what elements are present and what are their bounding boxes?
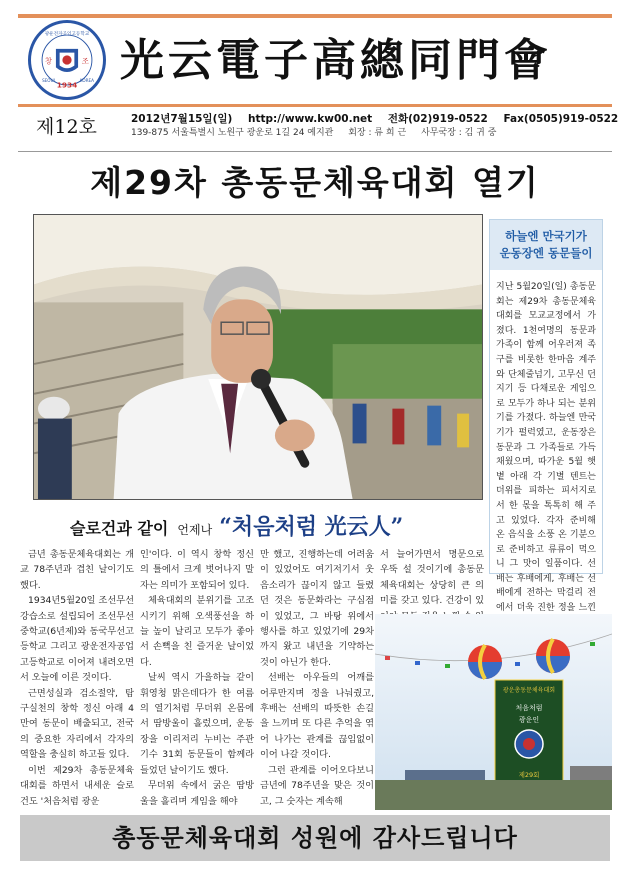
banner-top: 광운총동문체육대회 [502, 687, 556, 694]
speaker-photo [33, 214, 483, 500]
address: 139-875 서울특별시 노원구 광운로 1길 24 예지관 [131, 128, 334, 138]
slogan-part-3: “처음처럼 光云人” [219, 514, 404, 540]
president: 회장 : 류 희 근 [348, 128, 407, 138]
balloon-photo [375, 614, 612, 810]
banner-bottom: 제29회 [518, 771, 540, 779]
paragraph: 무더위 속에서 굵은 땀방울을 흘리며 게임을 해야 [140, 780, 254, 807]
issue-info-line-2 [131, 125, 508, 138]
main-headline: 제29차 총동문체육대회 열기 [90, 163, 540, 202]
seal-right-char: 조 [81, 56, 89, 66]
article-column-3 [260, 547, 374, 809]
seal-top-text: 광운전자공업고등학교 [44, 32, 90, 38]
seal-left-char: 창 [44, 56, 52, 66]
secretary: 사무국장 : 김 귀 중 [421, 128, 497, 138]
sidebar-article [489, 219, 603, 614]
paragraph: 인'이다. 이 역시 창학 정신의 틀에서 크게 벗어나지 말자는 의미가 포함되어 있다. [140, 549, 254, 591]
masthead-rule [18, 104, 612, 107]
paragraph: 근면성실과 검소절약, 탐구실천의 창학 정신 아래 4만여 동문이 배출되고, 전국의 중요한 자리에서 각자의 역할을 충실히 하고들 있다. [20, 687, 134, 761]
phone-number: 전화(02)919-0522 [387, 113, 488, 125]
issue-number: 제12호 [36, 116, 97, 138]
paragraph: 서 늘어가면서 명문으로 우뚝 설 것이기에 총동문체육대회는 상당히 큰 의미를 갖고 있다. 건강이 있 [380, 549, 484, 607]
paragraph: 그런 관계를 이어오다보니 금년에 78주년을 맞은 것이고, 그 숫자는 계속해 [260, 764, 374, 807]
masthead-title: 光云電子高總同門會 [120, 35, 552, 86]
paragraph: 날씨 역시 가을하늘 같이 휘영청 맑은데다가 한 여름의 열기처럼 무더위 온몸에서 땀방울이 흘렀으며, 운동장을 이리저리 누비는 주관기수 31회 동문들이 함께라 들었던 날이기도 했다. [140, 672, 254, 776]
school-seal-logo [28, 20, 106, 100]
paragraph: 체육대회의 분위기를 고조시키기 위해 오색풍선을 하늘 높이 날리고 모두가 좋아서 손뼉을 친 즐거운 날이었다. [140, 595, 254, 668]
website-link[interactable]: http://www.kw00.net [247, 113, 373, 125]
sidebar-heading [490, 220, 602, 270]
sidebar-body: 지난 5월20일(일) 총동문회는 제29차 총동문체육대회를 모교교정에서 가졌다. 1천여명의 동문과 가족이 함께 어우러져 족구를 비롯한 한마음 계주와 단체줄넘기, 고무신 던지기 등 다채로운 게임으로 모두가 하나 되는 분위기를 가졌다. 하늘엔 만국기가 펄럭였고, 운동장은 동문과 그 가족들로 가득 채웠으며, 따가운 5월 햇볕 아래 각 기별 텐트는 더위를 피하는 피서지로서 한 몫을 톡톡히 해 주고 있었다. 각자 준비해 온 음식을 소풍 온 기분으로 준비하고 류류이 먹으니 그 맛이 일품이다. 선배는 후배에게, 후배는 선배에게 전하는 막걸리 전에서 더욱 진한 정을 느낀 [496, 282, 596, 614]
info-rule [18, 151, 612, 152]
seal-bottom-left: SEOUL [42, 78, 56, 84]
slogan-line [70, 510, 403, 541]
fax-number: Fax(0505)919-0522 [503, 113, 619, 125]
paragraph: 이번 제29차 총동문체육대회를 하면서 내세운 슬로건도 '처음처럼 광운 [20, 764, 134, 807]
top-rule [18, 14, 612, 18]
sidebar-heading-line-2: 운동장엔 동문들이 [499, 246, 593, 260]
footer-thanks-banner: 총동문체육대회 성원에 감사드립니다 [20, 815, 610, 861]
seal-bottom-right: KOREA [79, 78, 95, 84]
article-column-2 [140, 547, 254, 809]
article-column-1 [20, 547, 134, 809]
paragraph: 선배는 아우들의 어깨를 어루만지며 정을 나눠줬고, 후배는 선배의 따뜻한 손길을 느끼며 또 다른 추억을 엮어 나가는 관계를 끊임없이 이어 나갈 것이다. [260, 672, 374, 761]
paragraph: 1934년5월20일 조선무선강습소로 설립되어 조선무선중학교(6년제)와 동국무선고등학교 그리고 광운전자공업고등학교로 이어져 내려오면서 오늘에 이른 것이다. [20, 595, 134, 684]
banner-mid-1: 처음처럼 [515, 704, 543, 712]
seal-year: 1934 [56, 80, 78, 90]
banner-mid-2: 광운인 [518, 716, 540, 724]
issue-info-line-1 [131, 111, 630, 126]
slogan-part-1: 슬로건과 같이 [70, 519, 169, 538]
slogan-part-2: 언제나 [177, 523, 213, 537]
paragraph: 만 했고, 진행하는데 어려움이 있었어도 여기저기서 웃음소리가 끊이지 않고 들렸던 것은 동문화라는 구심점이 있었고, 그 바탕 위에서 행사를 하고 있었기에 29차까지 왔고 내년을 기약하는 것이 아닌가 한다. [260, 549, 374, 668]
paragraph: 금년 총동문체육대회는 개교 78주년과 겹친 날이기도 했다. [20, 549, 134, 591]
sidebar-heading-line-1: 하늘엔 만국기가 [505, 229, 587, 243]
issue-date: 2012년7월15일(일) [131, 113, 233, 125]
